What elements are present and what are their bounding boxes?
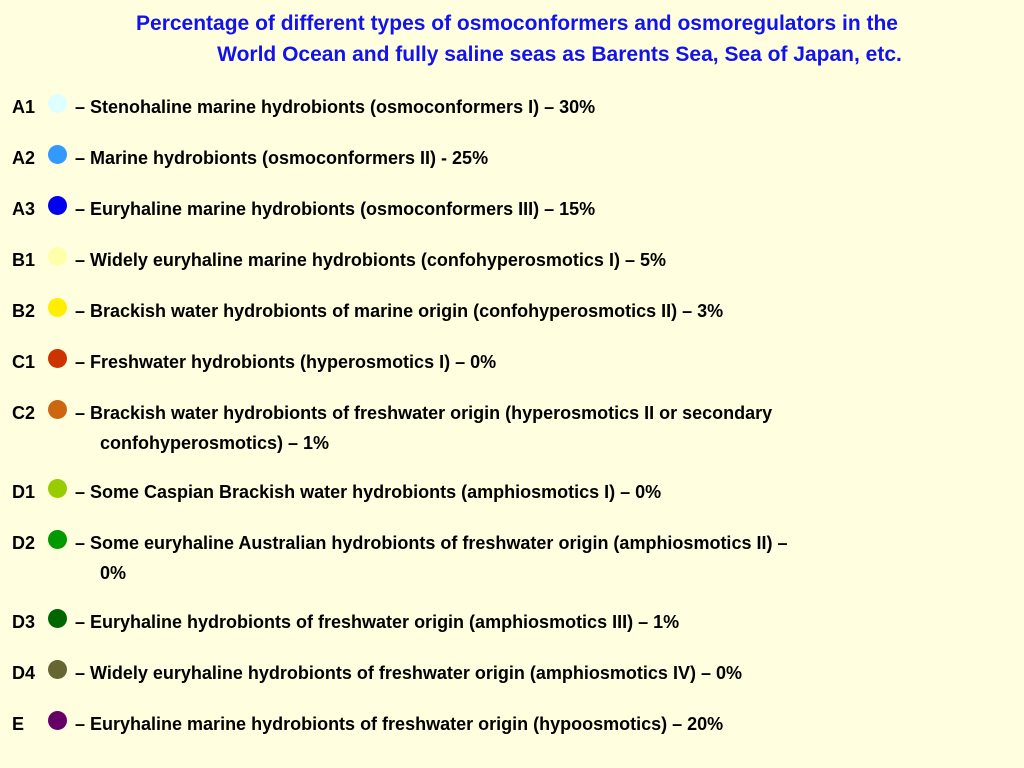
- legend-code: B2: [12, 301, 36, 321]
- legend-description: [75, 398, 995, 458]
- color-dot-icon: [48, 479, 67, 498]
- legend-code: D3: [12, 612, 36, 632]
- legend-code: D2: [12, 533, 36, 553]
- legend-code: B1: [12, 250, 36, 270]
- legend-text: – Euryhaline hydrobionts of freshwater origin (amphiosmotics III) – 1%: [75, 612, 680, 632]
- legend-text-continuation: confohyperosmotics) – 1%: [100, 433, 330, 453]
- legend-text: – Brackish water hydrobionts of marine origin (confohyperosmotics II) – 3%: [75, 301, 724, 321]
- legend-description: [75, 245, 995, 275]
- color-dot-icon: [48, 711, 67, 730]
- legend-description: [75, 709, 995, 739]
- color-dot-icon: [48, 145, 67, 164]
- title-line-2: World Ocean and fully saline seas as Barents Sea, Sea of Japan, etc.: [217, 43, 902, 66]
- color-dot-icon: [48, 94, 67, 113]
- legend-text: – Freshwater hydrobionts (hyperosmotics I) – 0%: [75, 352, 497, 372]
- color-dot-icon: [48, 196, 67, 215]
- legend-text: – Widely euryhaline hydrobionts of freshwater origin (amphiosmotics IV) – 0%: [75, 663, 742, 683]
- color-dot-icon: [48, 247, 67, 266]
- legend-text-continuation: 0%: [100, 563, 127, 583]
- legend-description: [75, 607, 995, 637]
- legend-description: [75, 92, 995, 122]
- legend-description: [75, 296, 995, 326]
- color-dot-icon: [48, 530, 67, 549]
- color-dot-icon: [48, 609, 67, 628]
- color-dot-icon: [48, 400, 67, 419]
- title-line-1: Percentage of different types of osmoconformers and osmoregulators in the: [136, 12, 898, 35]
- legend-code: A1: [12, 97, 36, 117]
- legend-description: [75, 194, 995, 224]
- legend-code: C1: [12, 352, 36, 372]
- legend-text: – Marine hydrobionts (osmoconformers II) - 25%: [75, 148, 489, 168]
- legend-code: D1: [12, 482, 36, 502]
- legend-text: – Some Caspian Brackish water hydrobionts (amphiosmotics I) – 0%: [75, 482, 662, 502]
- legend-text: – Widely euryhaline marine hydrobionts (confohyperosmotics I) – 5%: [75, 250, 666, 270]
- color-dot-icon: [48, 660, 67, 679]
- legend-code: A2: [12, 148, 36, 168]
- legend-code: C2: [12, 403, 36, 423]
- legend-text: – Euryhaline marine hydrobionts (osmoconformers III) – 15%: [75, 199, 596, 219]
- color-dot-icon: [48, 298, 67, 317]
- legend-text: – Stenohaline marine hydrobionts (osmoconformers I) – 30%: [75, 97, 596, 117]
- legend-description: [75, 143, 995, 173]
- legend-description: [75, 477, 995, 507]
- color-dot-icon: [48, 349, 67, 368]
- legend-description: [75, 347, 995, 377]
- legend-code: A3: [12, 199, 36, 219]
- page-title: [0, 8, 1024, 70]
- legend-code: E: [12, 714, 25, 734]
- legend-text: – Brackish water hydrobionts of freshwater origin (hyperosmotics II or secondary: [75, 403, 773, 423]
- legend-code: D4: [12, 663, 36, 683]
- legend-text: – Euryhaline marine hydrobionts of freshwater origin (hypoosmotics) – 20%: [75, 714, 724, 734]
- legend-description: [75, 658, 995, 688]
- legend-description: [75, 528, 995, 588]
- legend-text: – Some euryhaline Australian hydrobionts of freshwater origin (amphiosmotics II) –: [75, 533, 788, 553]
